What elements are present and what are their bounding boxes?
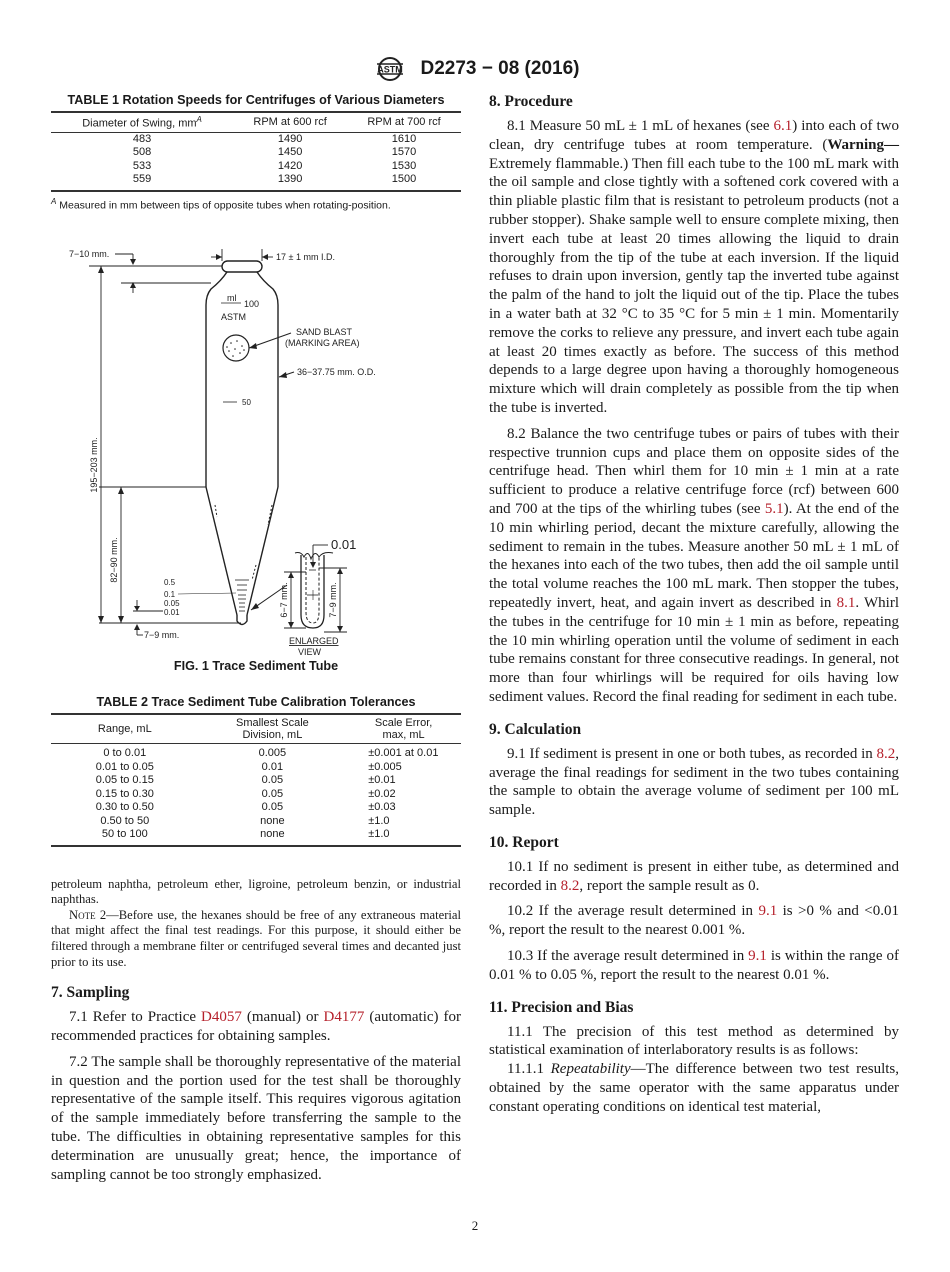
paragraph-8-1: 8.1 Measure 50 mL ± 1 mL of hexanes (see 6.1) into each of two clean, dry centrifuge tubes at room temperature. (Warning—Extremely flammable.) Then fill each tube to the 100 mL mark with the oil sample and close tightly with a softened cork covered with a thin pliable plastic film that is resistant to petroleum products (not a rubber stopper). Shake sample well to ensure complete mixing, then invert each tube at least 20 times allowing the liquid to drain thoroughly from the tip of the tube at each inversion. If the liquid refuses to drain upon inversion, gently tap the inverted tube against the palm of the hand to jolt the liquid out of the tip. Place the tubes in a water bath at 32 °C to 35 °C for 5 min ± 1 min. Momentarily remove the corks to relieve any pressure, and invert each tube again at least 20 times exactly as before. The success of this method depends to a large degree upon having a thoroughly homogeneous mixture which will drain completely as possible from the tip when the tube is inverted. — [489, 118, 899, 416]
table-row: 508 1450 1570 — [132, 146, 417, 159]
label-sandblast: SAND BLAST — [296, 327, 353, 338]
label-6-7mm: 6−7 mm. — [279, 582, 289, 618]
table1-caption: TABLE 1 Rotation Speeds for Centrifuges of Various Diameters — [67, 93, 445, 107]
label-100: 100 — [244, 299, 260, 310]
paragraph-10-2: 10.2 If the average result determined in 9.1 is >0 % and <0.01 %, report the result to the nearest 0.001 %. — [489, 903, 899, 939]
paragraph-7-2: 7.2 The sample shall be thoroughly representative of the material in question and the portion used for the test shall be thoroughly representative of the sample itself. This requires vigorous agitation of the sample immediately before transferring the sample to the tube. The difficulties in obtaining representative samples for this determination are unusually great; hence, the importance of sampling cannot be too strongly emphasized. — [51, 1053, 461, 1183]
table-row: 0.50 to 50 none ±1.0 — [100, 814, 390, 827]
label-total-length: 195−203 mm. — [89, 437, 99, 493]
figure1-trace-sediment-tube — [51, 235, 461, 655]
label-marking-area: (MARKING AREA) — [285, 338, 360, 349]
table2-header-range: Range, mL — [97, 723, 152, 736]
label-ml: ml — [227, 293, 237, 304]
link-8-2[interactable]: 8.2 — [876, 745, 896, 762]
left-column — [51, 93, 461, 1184]
section-8-heading: 8. Procedure — [489, 93, 573, 110]
table-row: 483 1490 1610 — [132, 132, 417, 145]
link-8-1[interactable]: 8.1 — [836, 594, 856, 611]
right-column — [489, 93, 899, 1117]
table1-header-rpm700: RPM at 700 rcf — [367, 116, 441, 129]
label-0-1: 0.1 — [164, 590, 176, 600]
figure1-caption: FIG. 1 Trace Sediment Tube — [173, 659, 339, 674]
label-7-9mm: 7−9 mm. — [328, 582, 338, 618]
table-row: 533 1420 1530 — [132, 159, 417, 172]
paragraph-continued: petroleum naphtha, petroleum ether, ligroine, petroleum benzin, or industrial naphthas. — [51, 876, 461, 907]
label-0-5: 0.5 — [164, 578, 176, 588]
label-0-05: 0.05 — [164, 599, 180, 609]
table-row: 0.30 to 0.50 0.05 ±0.03 — [95, 801, 396, 814]
table-row: 0 to 0.01 0.005 ±0.001 at 0.01 — [103, 747, 439, 760]
paragraph-10-3: 10.3 If the average result determined in 9.1 is within the range of 0.01 % to 0.05 %, report the result to the nearest 0.01 %. — [489, 948, 899, 983]
label-0-01: 0.01 — [164, 608, 180, 618]
label-enlarged-0-01: 0.01 — [331, 537, 357, 553]
table2-header-division: Smallest Scale Division, mL — [236, 717, 309, 742]
table2-caption: TABLE 2 Trace Sediment Tube Calibration Tolerances — [96, 695, 416, 710]
section-9-heading: 9. Calculation — [489, 720, 582, 738]
table1-header-rpm600: RPM at 600 rcf — [253, 116, 327, 129]
paragraph-10-1: 10.1 If no sediment is present in either tube, as determined and recorded in 8.2, report the sample result as 0. — [489, 858, 899, 894]
table-row: 0.05 to 0.15 0.05 ±0.01 — [95, 774, 396, 787]
section-7-heading: 7. Sampling — [51, 984, 130, 1002]
paragraph-8-2: 8.2 Balance the two centrifuge tubes or pairs of tubes with their respective trunnion cups and place them on opposite sides of the centrifuge head. Then whirl them for 10 min ± 1 min at a rate sufficient to produce a relative centrifuge force (rcf) between 600 and 700 at the tips of the whirling tubes (see 5.1). At the end of the 10 min whirling period, decant the mixture carefully, allowing the sediment to remain in the tubes. Measure another 50 mL ± 1 mL of the hexanes into each of the two tubes, then add the oil sample until the total volume reaches the 100 mL mark. Then stopper the tubes, repeatedly invert, heat, and again invert as described in 8.1. Whirl the tubes in the centrifuge for 10 min ± 1 min as before, repeating the 10 min whirling operation until the volume of sediment in each tube remains constant for three consecutive readings. In general, not more than four whirlings will be required for oils having low sediment values. Record the final reading for sediment in each tube. — [489, 425, 900, 705]
link-8-2[interactable]: 8.2 — [560, 877, 580, 894]
table1 — [51, 111, 461, 192]
page-number: 2 — [471, 1218, 479, 1233]
sandblast-area-icon — [223, 335, 249, 361]
link-6-1[interactable]: 6.1 — [773, 118, 793, 134]
paragraph-7-1: 7.1 Refer to Practice D4057 (manual) or D4177 (automatic) for recommended practices for obtaining samples. — [51, 1009, 462, 1045]
paragraph-11-1-1: 11.1.1 Repeatability—The difference between two test results, obtained by the same operator with the same apparatus under constant operating conditions on identical test material, — [489, 1061, 899, 1115]
table1-footnote: $^A$ Measured in mm between tips of opposite tubes when rotating-position. — [51, 196, 391, 212]
table-row: 50 to 100 none ±1.0 — [101, 828, 390, 841]
table2-header-error: Scale Error, max, mL — [374, 717, 433, 742]
label-tip-length: 7−9 mm. — [144, 630, 180, 641]
label-view: VIEW — [298, 647, 322, 656]
label-50: 50 — [242, 398, 251, 408]
label-lip-height: 7−10 mm. — [69, 249, 110, 260]
sediment-tube-diagram — [51, 235, 461, 655]
label-od: 36−37.75 mm. O.D. — [297, 367, 376, 378]
paragraph-11-1: 11.1 The precision of this test method as determined by statistical examination of interlaboratory results is as follows: — [489, 1023, 899, 1059]
link-9-1[interactable]: 9.1 — [758, 903, 778, 920]
paragraph-9-1: 9.1 If sediment is present in one or both tubes, as recorded in 8.2, average the final readings for sediment in the two tubes containing the sample to obtain the average volume of sediment per 100 mL sample. — [489, 745, 899, 819]
table-row: 0.15 to 0.30 0.05 ±0.02 — [95, 787, 396, 800]
label-enlarged: ENLARGED — [289, 636, 339, 647]
table-row: 559 1390 1500 — [132, 173, 417, 186]
svg-text:ASTM: ASTM — [376, 64, 403, 75]
astm-logo-icon — [371, 56, 409, 82]
link-d4177[interactable]: D4177 — [323, 1009, 365, 1026]
link-d4057[interactable]: D4057 — [201, 1009, 242, 1026]
label-cone-length: 82−90 mm. — [109, 537, 119, 583]
link-5-1[interactable]: 5.1 — [764, 500, 784, 517]
label-inner-diameter: 17 ± 1 mm I.D. — [276, 252, 335, 263]
note-2: Note 2—Before use, the hexanes should be free of any extraneous material that might affect the final test readings. For this purpose, it should either be filtered through a membrane filter or centrifuged several times and decanted just prior to its use. — [51, 907, 461, 969]
table1-header-diameter: Diameter of Swing, $mm^A$ — [82, 115, 202, 130]
table-row: 0.01 to 0.05 0.01 ±0.005 — [95, 760, 402, 773]
page-header — [0, 56, 950, 82]
label-astm: ASTM — [221, 312, 247, 323]
section-11-heading: 11. Precision and Bias — [489, 998, 634, 1016]
table2 — [51, 713, 461, 847]
link-9-1[interactable]: 9.1 — [748, 948, 767, 965]
document-designation: D2273 − 08 (2016) — [420, 58, 580, 79]
section-10-heading: 10. Report — [489, 833, 559, 851]
